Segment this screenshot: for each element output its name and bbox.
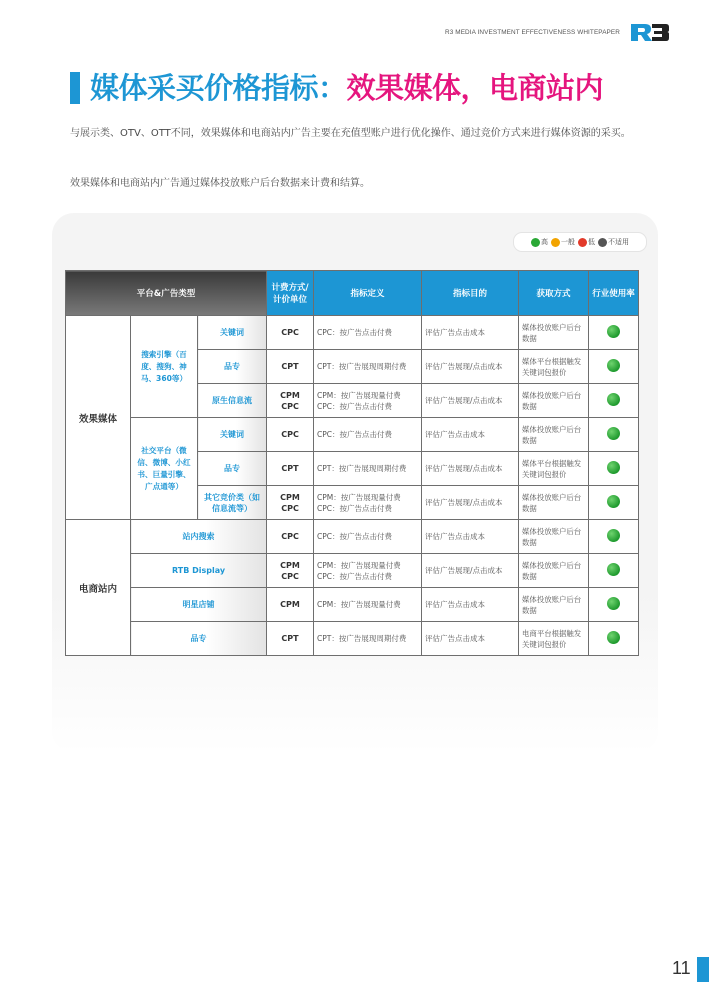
acquisition-method: 媒体投放账户后台数据 — [519, 384, 589, 418]
ad-type: 关键词 — [198, 418, 267, 452]
billing-unit: CPC — [267, 418, 314, 452]
metric-purpose: 评估广告点击成本 — [422, 316, 519, 350]
page-title-part1: 媒体采买价格指标： — [90, 71, 347, 105]
metric-definition: CPC：按广告点击付费 — [314, 520, 422, 554]
metric-definition: CPM：按广告展现量付费 CPC：按广告点击付费 — [314, 384, 422, 418]
metric-purpose: 评估广告点击成本 — [422, 588, 519, 622]
page-number-accent — [697, 957, 709, 982]
subgroup-search: 搜索引擎（百度、搜狗、神马、360等） — [131, 316, 198, 418]
ad-type: 站内搜索 — [131, 520, 267, 554]
intro-paragraph: 与展示类、OTV、OTT不同，效果媒体和电商站内广告主要在充值型账户进行优化操作、通过竞价方式来进行媒体资源的采买。 — [70, 128, 631, 139]
usage-rate — [589, 486, 639, 520]
acquisition-method: 媒体投放账户后台数据 — [519, 554, 589, 588]
metric-purpose: 评估广告展现/点击成本 — [422, 350, 519, 384]
table-row — [66, 622, 639, 656]
group-ecommerce: 电商站内 — [66, 520, 131, 656]
legend-na: 不适用 — [598, 237, 629, 247]
green-dot-icon — [607, 325, 620, 338]
billing-paragraph: 效果媒体和电商站内广告通过媒体投放账户后台数据来计费和结算。 — [70, 178, 370, 189]
metric-definition: CPM：按广告展现量付费 — [314, 588, 422, 622]
table-row — [66, 418, 639, 452]
green-dot-icon — [607, 359, 620, 372]
usage-rate — [589, 316, 639, 350]
r3-logo — [630, 22, 670, 42]
metric-definition: CPT：按广告展现周期付费 — [314, 452, 422, 486]
header-usage: 行业使用率 — [589, 271, 639, 316]
ad-type: 其它竞价类（如信息流等） — [198, 486, 267, 520]
acquisition-method: 媒体平台根据触发关键词包报价 — [519, 452, 589, 486]
title-accent-bar — [70, 72, 80, 104]
usage-rate — [589, 520, 639, 554]
metric-purpose: 评估广告点击成本 — [422, 418, 519, 452]
ad-type: RTB Display — [131, 554, 267, 588]
green-dot-icon — [607, 393, 620, 406]
green-dot-icon — [607, 427, 620, 440]
billing-unit: CPT — [267, 452, 314, 486]
billing-unit: CPT — [267, 622, 314, 656]
acquisition-method: 媒体平台根据触发关键词包报价 — [519, 350, 589, 384]
billing-unit: CPC — [267, 520, 314, 554]
usage-rate — [589, 350, 639, 384]
header-billing: 计费方式/计价单位 — [267, 271, 314, 316]
green-dot-icon — [607, 461, 620, 474]
billing-unit: CPT — [267, 350, 314, 384]
green-dot-icon — [607, 597, 620, 610]
metric-definition: CPM：按广告展现量付费 CPC：按广告点击付费 — [314, 554, 422, 588]
ad-type: 明星店铺 — [131, 588, 267, 622]
ad-type: 关键词 — [198, 316, 267, 350]
metric-definition: CPC：按广告点击付费 — [314, 418, 422, 452]
green-dot-icon — [607, 631, 620, 644]
acquisition-method: 媒体投放账户后台数据 — [519, 520, 589, 554]
metric-purpose: 评估广告展现/点击成本 — [422, 452, 519, 486]
header-definition: 指标定义 — [314, 271, 422, 316]
table-row — [66, 520, 639, 554]
header-method: 获取方式 — [519, 271, 589, 316]
gray-dot-icon — [598, 238, 607, 247]
table-row — [66, 316, 639, 350]
metric-definition: CPC：按广告点击付费 — [314, 316, 422, 350]
acquisition-method: 电商平台根据触发关键词包报价 — [519, 622, 589, 656]
usage-rate — [589, 588, 639, 622]
table-row — [66, 588, 639, 622]
usage-rate — [589, 384, 639, 418]
green-dot-icon — [607, 495, 620, 508]
metric-purpose: 评估广告展现/点击成本 — [422, 486, 519, 520]
legend-low: 低 — [578, 237, 595, 247]
subgroup-social: 社交平台（微信、微博、小红书、巨量引擎、广点通等） — [131, 418, 198, 520]
billing-unit: CPM CPC — [267, 384, 314, 418]
header-purpose: 指标目的 — [422, 271, 519, 316]
metric-definition: CPT：按广告展现周期付费 — [314, 622, 422, 656]
ad-type: 品专 — [198, 350, 267, 384]
usage-legend — [513, 232, 647, 252]
page-title — [90, 66, 603, 107]
usage-rate — [589, 622, 639, 656]
usage-rate — [589, 452, 639, 486]
acquisition-method: 媒体投放账户后台数据 — [519, 588, 589, 622]
metric-definition: CPM：按广告展现量付费 CPC：按广告点击付费 — [314, 486, 422, 520]
metric-definition: CPT：按广告展现周期付费 — [314, 350, 422, 384]
group-performance: 效果媒体 — [66, 316, 131, 520]
acquisition-method: 媒体投放账户后台数据 — [519, 418, 589, 452]
green-dot-icon — [531, 238, 540, 247]
ad-type: 品专 — [198, 452, 267, 486]
header-subtitle: R3 MEDIA INVESTMENT EFFECTIVENESS WHITEPAPER — [445, 29, 620, 36]
pricing-metrics-table — [65, 270, 639, 656]
billing-unit: CPC — [267, 316, 314, 350]
ad-type: 原生信息流 — [198, 384, 267, 418]
acquisition-method: 媒体投放账户后台数据 — [519, 316, 589, 350]
acquisition-method: 媒体投放账户后台数据 — [519, 486, 589, 520]
green-dot-icon — [607, 563, 620, 576]
billing-unit: CPM CPC — [267, 486, 314, 520]
metric-purpose: 评估广告展现/点击成本 — [422, 554, 519, 588]
yellow-dot-icon — [551, 238, 560, 247]
metric-purpose: 评估广告展现/点击成本 — [422, 384, 519, 418]
usage-rate — [589, 418, 639, 452]
billing-unit: CPM CPC — [267, 554, 314, 588]
legend-high: 高 — [531, 237, 548, 247]
page-number: 11 — [672, 958, 691, 978]
green-dot-icon — [607, 529, 620, 542]
metric-purpose: 评估广告点击成本 — [422, 622, 519, 656]
table-row — [66, 554, 639, 588]
ad-type: 品专 — [131, 622, 267, 656]
header-platform: 平台&广告类型 — [66, 271, 267, 316]
legend-medium: 一般 — [551, 237, 575, 247]
billing-unit: CPM — [267, 588, 314, 622]
usage-rate — [589, 554, 639, 588]
red-dot-icon — [578, 238, 587, 247]
page-title-part2: 效果媒体，电商站内 — [346, 71, 604, 105]
metric-purpose: 评估广告点击成本 — [422, 520, 519, 554]
